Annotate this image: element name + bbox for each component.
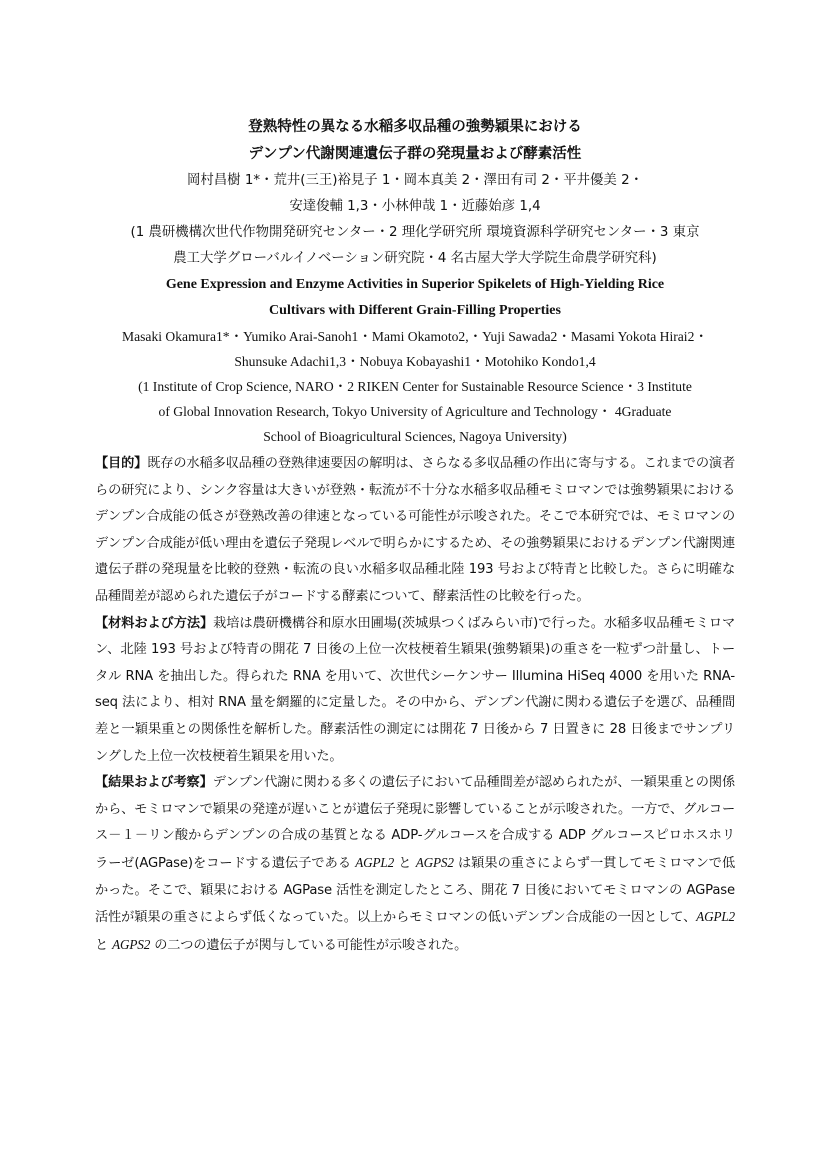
results-and-1: と xyxy=(394,855,416,871)
purpose-heading: 【目的】 xyxy=(95,456,148,471)
results-text-2: は穎果の重さによらず一貫してモミロマンで低かった。そこで、穎果における AGPase 活性を測定したところ、開花 7 日後においてモミロマンの AGPase 活性が穎果の重さによらず低くなっていた。以上からモミロマンの低いデンプン合成能の一因として、 xyxy=(95,855,736,926)
purpose-text: 既存の水稲多収品種の登熟律速要因の解明は、さらなる多収品種の作出に寄与する。これまでの演者らの研究により、シンク容量は大きいが登熟・転流が不十分な水稲多収品種モミロマンでは強勢穎果におけるデンプン合成能の低さが登熟改善の律速となっている可能性が示唆された。そこで本研究では、モミロマンのデンプン合成能が低い理由を遺伝子発現レベルで明らかにするため、その強勢穎果におけるデンプン代謝関連遺伝子群の発現量を比較的登熟・転流の良い水稲多収品種北陸 193 号および特青と比較した。さらに明確な品種間差が認められた遺伝子がコードする酵素について、酵素活性の比較を行った。 xyxy=(95,456,735,604)
affiliations-en-line1: (1 Institute of Crop Science, NARO・2 RIKEN Center for Sustainable Resource Science・3 Institute xyxy=(138,379,692,394)
authors-en xyxy=(95,324,735,374)
affiliations-en-line3: School of Bioagricultural Sciences, Nagoya University) xyxy=(263,429,567,444)
authors-jp-line1: 岡村昌樹 1*・荒井(三王)裕見子 1・岡本真美 2・澤田有司 2・平井優美 2・ xyxy=(187,173,643,188)
results-heading: 【結果および考察】 xyxy=(95,775,213,791)
purpose-section xyxy=(95,451,735,611)
methods-text: 栽培は農研機構谷和原水田圃場(茨城県つくばみらい市)で行った。水稲多収品種モミロマン、北陸 193 号および特青の開花 7 日後の上位一次枝梗着生穎果(強勢穎果)の重さを一粒ずつ計量し、トータル RNA を抽出した。得られた RNA を用いて、次世代シーケンサー Illumina HiSeq 4000 を用いた RNA-seq 法により、相対 RNA 量を網羅的に定量した。その中から、デンプン代謝に関わる遺伝子を選び、品種間差と一穎果重との関係性を解析した。酵素活性の測定には開花 7 日後から 7 日置きに 28 日後までサンプリングした上位一次枝梗着生穎果を用いた。 xyxy=(95,615,735,764)
gene-name-agps2: AGPS2 xyxy=(415,854,454,870)
results-and-2: と xyxy=(95,937,113,953)
results-text-3: の二つの遺伝子が関与している可能性が示唆された。 xyxy=(150,937,468,953)
title-jp-line2: デンプン代謝関連遺伝子群の発現量および酵素活性 xyxy=(248,146,582,162)
title-jp xyxy=(95,114,735,168)
authors-en-line1: Masaki Okamura1*・Yumiko Arai-Sanoh1・Mami Okamoto2,・Yuji Sawada2・Masami Yokota Hirai2・ xyxy=(122,329,708,344)
results-text-1: デンプン代謝に関わる多くの遺伝子において品種間差が認められたが、一穎果重との関係から、モミロマンで穎果の発達が遅いことが遺伝子発現に影響していることが示唆された。一方で、グルコース－１－リン酸からデンプンの合成の基質となる ADP-グルコースを合成する ADP グルコースピロホスホリラーゼ(AGPase)をコードする遺伝子である xyxy=(95,775,735,871)
title-en xyxy=(95,272,735,324)
title-en-line2: Cultivars with Different Grain-Filling Properties xyxy=(269,303,561,318)
gene-name-agpl2: AGPL2 xyxy=(355,854,395,870)
affiliations-jp-line2: 農工大学グローバルイノベーション研究院・4 名古屋大学大学院生命農学研究科) xyxy=(173,251,657,266)
gene-name-agpl2-second: AGPL2 xyxy=(696,909,735,925)
methods-section xyxy=(95,611,735,771)
methods-heading: 【材料および方法】 xyxy=(95,615,214,631)
title-jp-line1: 登熟特性の異なる水稲多収品種の強勢穎果における xyxy=(248,119,582,135)
authors-jp xyxy=(95,168,735,220)
gene-name-agps2-second: AGPS2 xyxy=(112,936,151,952)
title-en-line1: Gene Expression and Enzyme Activities in Superior Spikelets of High-Yielding Rice xyxy=(165,277,665,292)
authors-en-line2: Shunsuke Adachi1,3・Nobuya Kobayashi1・Motohiko Kondo1,4 xyxy=(234,354,596,369)
authors-jp-line2: 安達俊輔 1,3・小林伸哉 1・近藤始彦 1,4 xyxy=(289,199,541,214)
affiliations-jp xyxy=(95,220,735,272)
results-section xyxy=(95,770,735,959)
affiliations-jp-line1: (1 農研機構次世代作物開発研究センター・2 理化学研究所 環境資源科学研究センター・3 東京 xyxy=(130,225,700,240)
affiliations-en-line2: of Global Innovation Research, Tokyo University of Agriculture and Technology・ 4Graduate xyxy=(158,404,672,419)
abstract-body xyxy=(95,451,735,959)
affiliations-en xyxy=(95,374,735,449)
